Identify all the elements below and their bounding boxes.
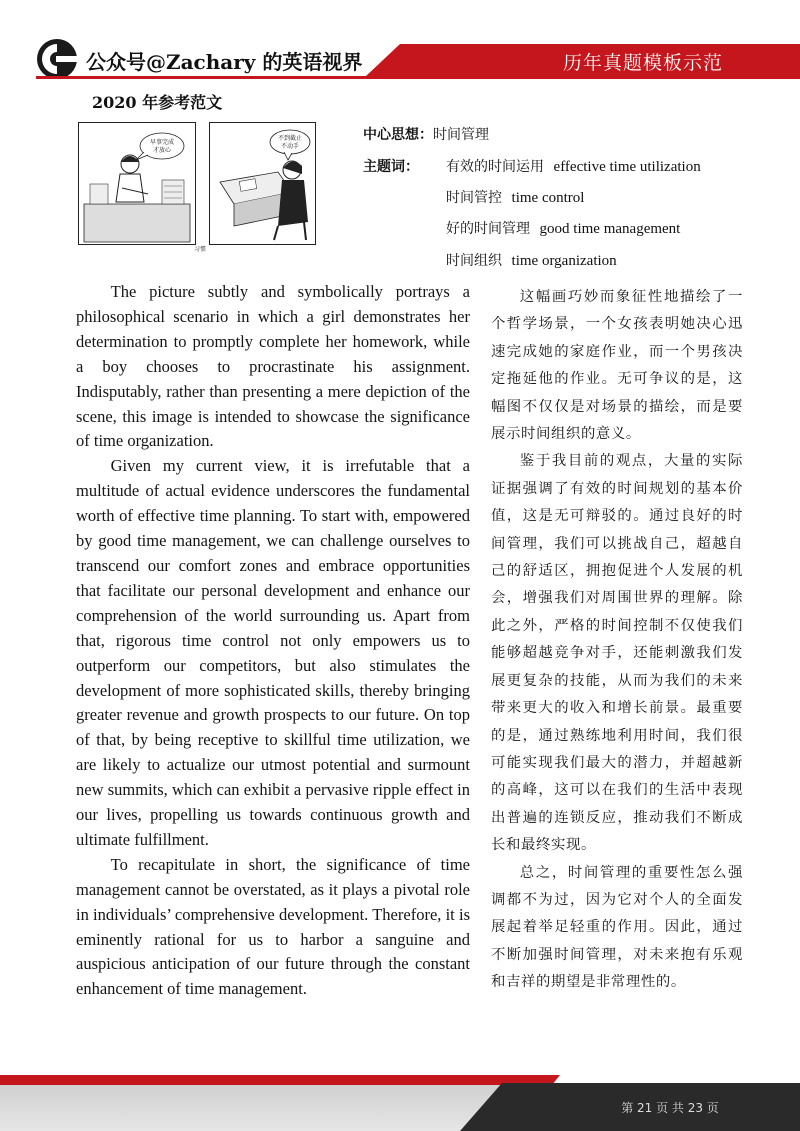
header-divider (36, 76, 800, 79)
cartoon-illustration (78, 122, 318, 252)
keyword-cn: 好的时间管理 (446, 221, 530, 237)
english-paragraph-2: Given my current view, it is irrefutable that a multitude of actual evidence underscores the fundamental worth of effective time planning. To start with, empowered by good time management, we can challenge ourselves to transcend our comfort zones and embrace opportunities that facilitate our personal development and enhance our comprehension of the world surrounding us. Apart from that, rigorous time control not only empowers us to outperform our competitors, but also stimulates the development of more sophisticated skills, thereby bringing greater revenue and growth prospects to our future. On top of that, by being receptive to skillful time utilization, we are likely to actualize our utmost potential and surmount new summits, which can exhibit a pervasive ripple effect in our lives, propelling us towards continuous growth and ultimate fulfillment. (76, 456, 470, 849)
bubble-right-line2: 不动手 (280, 143, 300, 150)
bubble-left-line2: 才放心 (152, 147, 172, 154)
english-paragraph-3: To recapitulate in short, the significance of time management cannot be overstated, as it plays a pivotal role in individuals’ comprehensive development. Therefore, it is eminently rational for us to harbor a sanguine and auspicious anticipation of our future through the constant enhancement of time management. (76, 854, 470, 999)
page-number: 第 21 页 共 23 页 (621, 1101, 719, 1115)
page-header (0, 0, 800, 96)
chinese-paragraph-2: 鉴于我目前的观点，大量的实际证据强调了有效的时间规划的基本价值，这是无可辩驳的。通过良好的时间管理，我们可以挑战自己，超越自己的舒适区，拥抱促进个人发展的机会，增强我们对周围世界的理解。除此之外，严格的时间控制不仅使我们能够超越竞争对手，还能刺激我们发展更复杂的技能，从而为我们的未来带来更大的收入和增长前景。最重要的是，通过熟练地利用时间，我们很可能实现我们最大的潜力，并超越新的高峰，这可以在我们的生活中表现出普遍的连锁反应，推动我们不断成长和最终实现。 (491, 453, 743, 854)
cartoon-caption: 习惯 (193, 246, 207, 252)
english-paragraph-1: The picture subtly and symbolically portrays a philosophical scenario in which a girl demonstrates her determination to promptly complete her homework, while a boy chooses to procrastinate his assignment. Indisputably, rather than presenting a mere depiction of the scene, this image is intended to showcase the significance of time organization. (76, 282, 470, 451)
keyword-en: time control (511, 190, 585, 206)
english-essay (76, 280, 470, 1002)
keyword-cn: 时间组织 (446, 253, 502, 269)
theme-label (363, 156, 419, 176)
theme-label-text: 主题词： (363, 159, 419, 175)
bubble-left-line1: 早事完成 (149, 139, 175, 146)
account-name: 公众号@Zachary 的英语视界 (86, 50, 363, 74)
keyword-cn: 有效的时间运用 (446, 159, 544, 175)
keyword-item (446, 250, 617, 270)
chinese-paragraph-3: 总之，时间管理的重要性怎么强调都不为过，因为它对个人的全面发展起着举足轻重的作用。因此，通过不断加强时间管理，对未来抱有乐观和吉祥的期望是非常理性的。 (491, 864, 743, 991)
center-idea-row (363, 124, 489, 144)
keyword-cn: 时间管控 (446, 190, 502, 206)
keyword-item (446, 218, 680, 238)
chinese-paragraph-1: 这幅画巧妙而象征性地描绘了一个哲学场景，一个女孩表明她决心迅速完成她的家庭作业，而一个男孩决定拖延他的作业。无可争议的是，这幅图不仅仅是对场景的描绘，而是要展示时间组织的意义。 (491, 289, 743, 443)
section-title: 2020 年参考范文 (92, 93, 223, 112)
keyword-item (446, 156, 701, 176)
brand-logo-icon (36, 38, 78, 80)
keyword-en: good time management (539, 221, 681, 237)
chinese-translation (491, 284, 743, 997)
footer-accent-stripe (0, 1075, 560, 1085)
header-tag: 历年真题模板示范 (562, 52, 723, 74)
center-idea-value: 时间管理 (433, 127, 489, 143)
keyword-en: time organization (511, 253, 617, 269)
keyword-en: effective time utilization (553, 159, 701, 175)
center-idea-label: 中心思想： (363, 127, 433, 143)
bubble-right-line1: 不到截止 (277, 135, 303, 142)
keyword-item (446, 187, 584, 207)
